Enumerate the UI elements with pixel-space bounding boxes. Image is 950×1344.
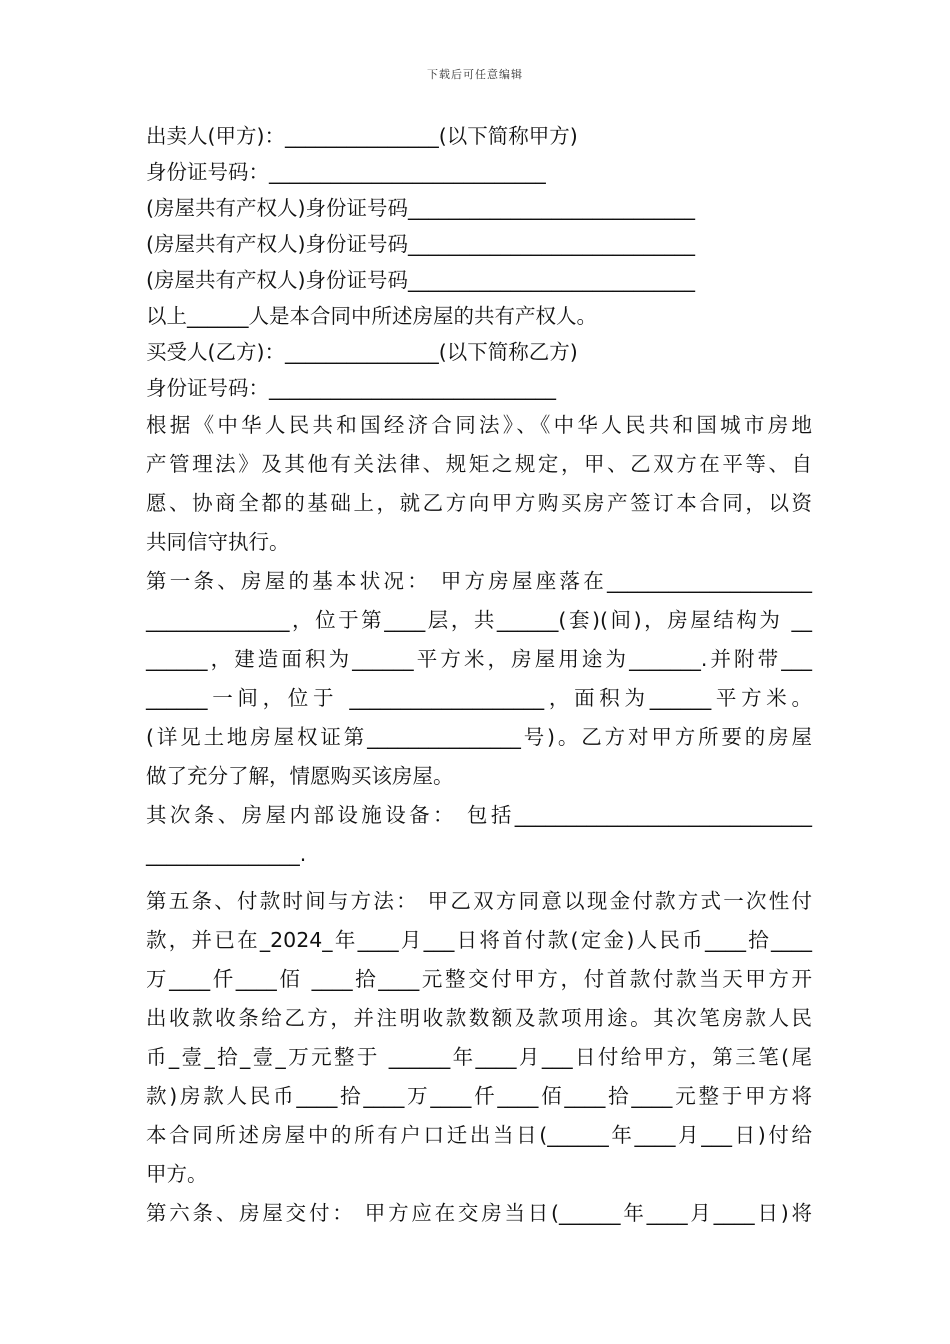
buyer-line: 买受人(乙方)：_______________(以下简称乙方) xyxy=(146,340,578,364)
article-5-line: 万____仟____佰 ____拾____元整交付甲方，付首款付款当天甲方开 xyxy=(146,967,812,991)
article-1-line: ______一间，位于 ___________________，面积为______平方米。 xyxy=(146,686,812,710)
article-5-line: 款，并已在_2024_年____月___日将首付款(定金)人民币____拾____ xyxy=(146,928,812,952)
co-owner-id-line: (房屋共有产权人)身份证号码____________________________ xyxy=(146,268,695,292)
article-5-line: 甲方。 xyxy=(146,1162,208,1186)
article-1-line: ______________，位于第____层，共______(套)(间)，房屋结构为 __ xyxy=(146,608,812,632)
preamble-line: 产管理法》及其他有关法律、规矩之规定，甲、乙双方在平等、自 xyxy=(146,452,812,476)
contract-body xyxy=(146,118,812,1233)
article-1-line: 第一条、房屋的基本状况： 甲方房屋座落在____________________ xyxy=(146,569,812,593)
co-owner-count-line: 以上______人是本合同中所述房屋的共有产权人。 xyxy=(146,304,597,328)
article-1-line: (详见土地房屋权证第_______________号)。乙方对甲方所要的房屋 xyxy=(146,725,812,749)
article-5-line: 本合同所述房屋中的所有户口迁出当日(______年____月___日)付给 xyxy=(146,1123,812,1147)
article-2-line: 其次条、房屋内部设施设备： 包括_____________________________ xyxy=(146,803,812,827)
article-5-line: 款)房款人民币____拾____万____仟____佰____拾____元整于甲方将 xyxy=(146,1084,812,1108)
buyer-id-line: 身份证号码：____________________________ xyxy=(146,376,556,400)
article-5-line: 第五条、付款时间与方法： 甲乙双方同意以现金付款方式一次性付 xyxy=(146,889,812,913)
article-1-line: ______，建造面积为______平方米，房屋用途为_______.并附带___ xyxy=(146,647,812,671)
co-owner-id-line: (房屋共有产权人)身份证号码____________________________ xyxy=(146,232,695,256)
seller-line: 出卖人(甲方)：_______________(以下简称甲方) xyxy=(146,124,578,148)
preamble-line: 根据《中华人民共和国经济合同法》、《中华人民共和国城市房地 xyxy=(146,413,812,437)
article-5-line: 出收款收条给乙方，并注明收款数额及款项用途。其次笔房款人民 xyxy=(146,1006,812,1030)
preamble-line: 愿、协商全都的基础上，就乙方向甲方购买房产签订本合同，以资 xyxy=(146,491,812,515)
article-1-line: 做了充分了解，情愿购买该房屋。 xyxy=(146,764,454,788)
preamble-line: 共同信守执行。 xyxy=(146,530,290,554)
article-6-line: 第六条、房屋交付： 甲方应在交房当日(______年____月____日)将 xyxy=(146,1201,812,1225)
article-5-line: 币_壹_拾_壹_万元整于 ______年____月___日付给甲方，第三笔(尾 xyxy=(146,1045,812,1069)
download-note: 下载后可任意编辑 xyxy=(427,68,523,81)
section-gap xyxy=(146,874,812,882)
article-2-line: _______________. xyxy=(146,842,307,866)
seller-id-line: 身份证号码：___________________________ xyxy=(146,160,546,184)
co-owner-id-line: (房屋共有产权人)身份证号码____________________________ xyxy=(146,196,695,220)
